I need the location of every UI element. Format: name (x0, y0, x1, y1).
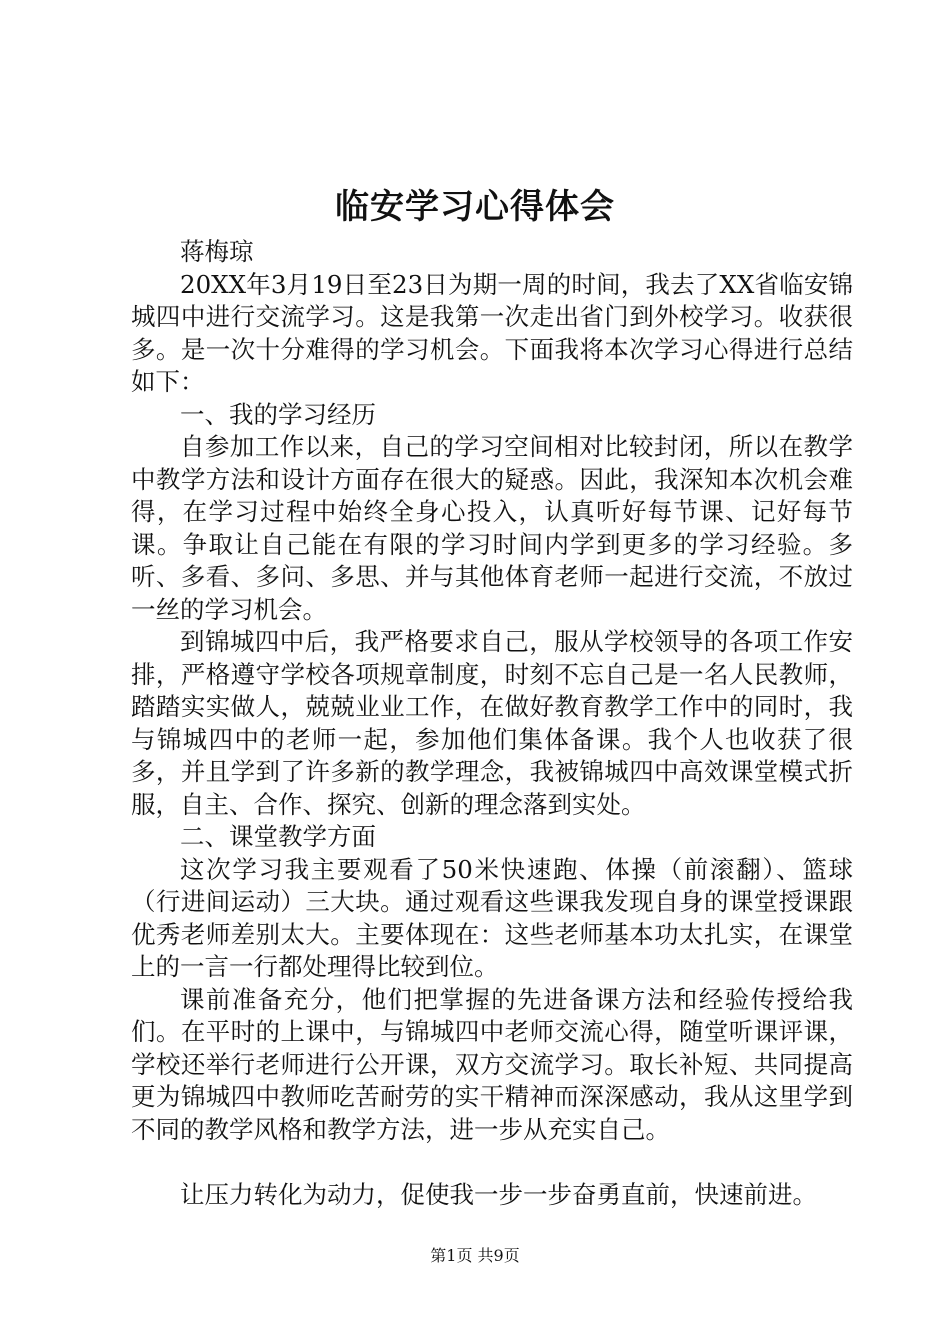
body-paragraph: 自参加工作以来，自己的学习空间相对比较封闭，所以在教学中教学方法和设计方面存在很大的疑惑。因此，我深知本次机会难得，在学习过程中始终全身心投入，认真听好每节课、记好每节课。争取让自己能在有限的学习时间内学到更多的学习经验。多听、多看、多问、多思、并与其他体育老师一起进行交流，不放过一丝的学习机会。 (131, 432, 853, 624)
paragraph-gap (131, 1146, 853, 1179)
section-heading-experience: 一、我的学习经历 (180, 399, 376, 429)
body-paragraph: 课前准备充分，他们把掌握的先进备课方法和经验传授给我们。在平时的上课中，与锦城四中老师交流心得，随堂听课评课，学校还举行老师进行公开课，双方交流学习。取长补短、共同提高更为锦城四中教师吃苦耐劳的实干精神而深深感动，我从这里学到不同的教学风格和教学方法，进一步从充实自己。 (131, 984, 853, 1144)
body-paragraph: 到锦城四中后，我严格要求自己，服从学校领导的各项工作安排，严格遵守学校各项规章制度，时刻不忘自己是一名人民教师，踏踏实实做人，兢兢业业工作，在做好教育教学工作中的同时，我与锦城四中的老师一起，参加他们集体备课。我个人也收获了很多，并且学到了许多新的教学理念，我被锦城四中高效课堂模式折服，自主、合作、探究、创新的理念落到实处。 (131, 627, 853, 819)
closing-paragraph: 让压力转化为动力，促使我一步一步奋勇直前，快速前进。 (180, 1179, 817, 1209)
author-name: 蒋梅琼 (180, 237, 254, 266)
document-title: 临安学习心得体会 (335, 187, 615, 227)
intro-paragraph: 20XX年3月19日至23日为期一周的时间，我去了XX省临安锦城四中进行交流学习。这是我第一次走出省门到外校学习。收获很多。是一次十分难得的学习机会。下面我将本次学习心得进行总结如下： (131, 269, 853, 396)
document-body (131, 236, 853, 1211)
section-heading-classroom: 二、课堂教学方面 (180, 822, 376, 851)
body-paragraph: 这次学习我主要观看了50米快速跑、体操（前滚翻）、篮球（行进间运动）三大块。通过观看这些课我发现自身的课堂授课跟优秀老师差别太大。主要体现在：这些老师基本功太扎实，在课堂上的一言一行都处理得比较到位。 (131, 854, 853, 981)
page-number-footer: 第1页 共9页 (430, 1246, 520, 1265)
